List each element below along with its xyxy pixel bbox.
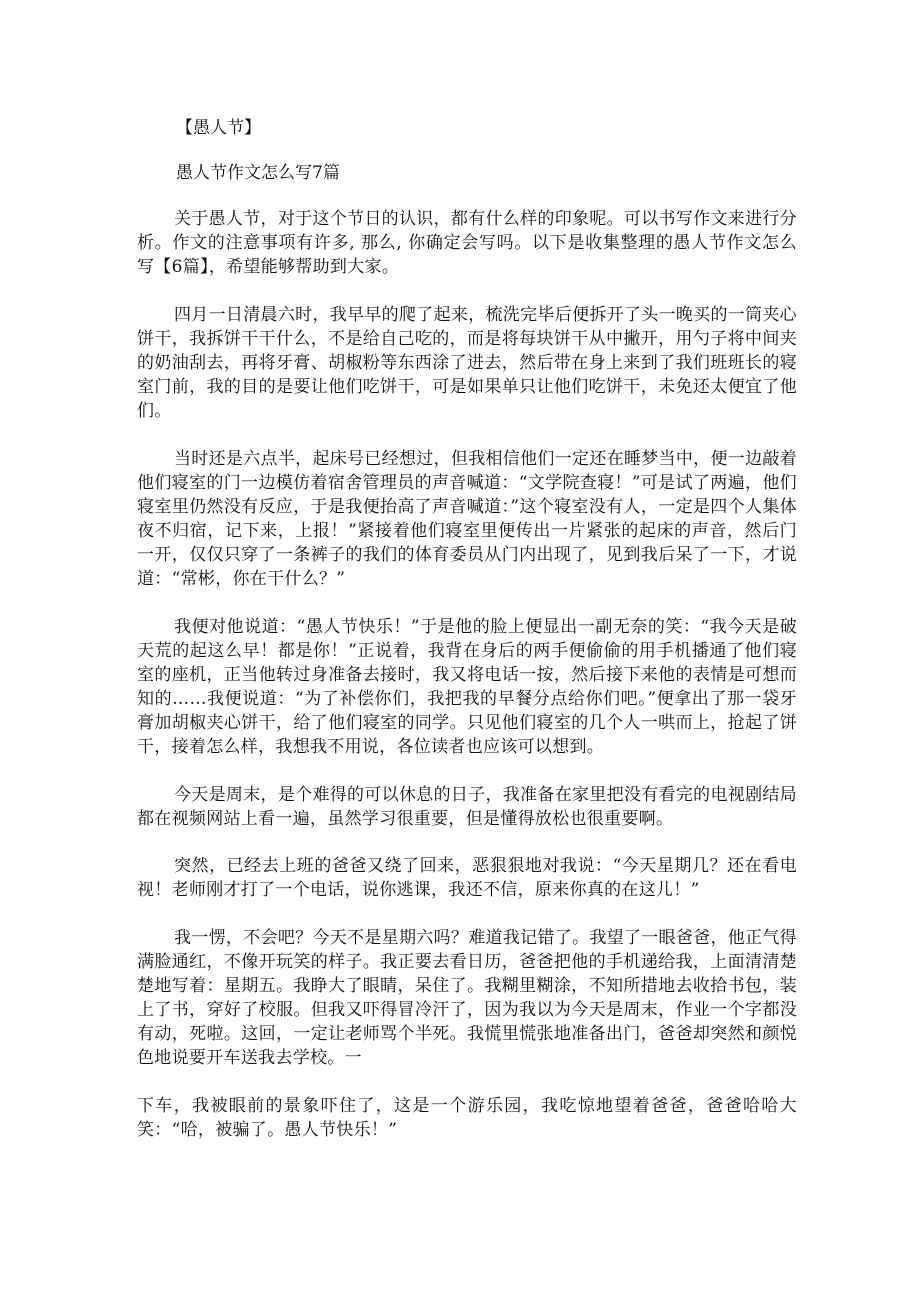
body-paragraph: 当时还是六点半，起床号已经想过，但我相信他们一定还在睡梦当中，便一边敲着他们寝室的门一边模仿着宿舍管理员的声音喊道：“文学院查寝！”可是试了两遍，他们寝室里仍然没有反应，于是我便抬高了声音喊道：”这个寝室没有人，一定是四个人集体夜不归宿，记下来，上报！”紧接着他们寝室里便传出一片紧张的起床的声音，然后门一开，仅仅只穿了一条裤子的我们的体育委员从门内出现了，见到我后呆了一下，才说道：“常彬，你在干什么？” [137,449,797,589]
bracket-title: 【愚人节】 [176,118,261,138]
document-subtitle: 愚人节作文怎么写7篇 [176,163,340,183]
body-paragraph: 我一愣，不会吧？今天不是星期六吗？难道我记错了。我望了一眼爸爸，他正气得满脸通红，不像开玩笑的样子。我正要去看日历，爸爸把他的手机递给我，上面清清楚楚地写着：星期五。我睁大了眼睛，呆住了。我糊里糊涂，不知所措地去收拾书包，装上了书，穿好了校服。但我又吓得冒冷汗了，因为我以为今天是周末，作业一个字都没有动，死啦。这回，一定让老师骂个半死。我慌里慌张地准备出门，爸爸却突然和颜悦色地说要开车送我去学校。一 [137,928,797,1068]
body-paragraph: 今天是周末，是个难得的可以休息的日子，我准备在家里把没有看完的电视剧结局都在视频网站上看一遍，虽然学习很重要，但是懂得放松也很重要啊。 [137,785,797,829]
closing-paragraph: 下车，我被眼前的景象吓住了，这是一个游乐园，我吃惊地望着爸爸，爸爸哈哈大笑：“哈，被骗了。愚人节快乐！” [137,1096,797,1140]
body-paragraph: 突然，已经去上班的爸爸又绕了回来，恶狠狠地对我说：“今天星期几？还在看电视！老师刚才打了一个电话，说你逃课，我还不信，原来你真的在这儿！” [137,856,797,900]
body-paragraph: 我便对他说道：“愚人节快乐！”于是他的脸上便显出一副无奈的笑：“我今天是破天荒的起这么早！都是你！”正说着，我背在身后的两手便偷偷的用手机播通了他们寝室的座机，正当他转过身准备去接时，我又将电话一按，然后接下来他的表情是可想而知的……我便说道：“为了补偿你们，我把我的早餐分点给你们吧。”便拿出了那一袋牙膏加胡椒夹心饼干，给了他们寝室的同学。只见他们寝室的几个人一哄而上，抢起了饼干，接着怎么样，我想我不用说，各位读者也应该可以想到。 [137,617,797,757]
intro-paragraph: 关于愚人节，对于这个节日的认识，都有什么样的印象呢。可以书写作文来进行分析。作文的注意事项有许多, 那么, 你确定会写吗。以下是收集整理的愚人节作文怎么写【6篇】，希望能够帮助到大家。 [137,209,797,277]
body-paragraph: 四月一日清晨六时，我早早的爬了起来，梳洗完毕后便拆开了头一晚买的一筒夹心饼干，我拆饼干干什么，不是给自己吃的，而是将每块饼干从中撇开，用勺子将中间夹的奶油刮去，再将牙膏、胡椒粉等东西涂了进去，然后带在身上来到了我们班班长的寝室门前，我的目的是要让他们吃饼干，可是如果单只让他们吃饼干，未免还太便宜了他们。 [137,305,797,421]
